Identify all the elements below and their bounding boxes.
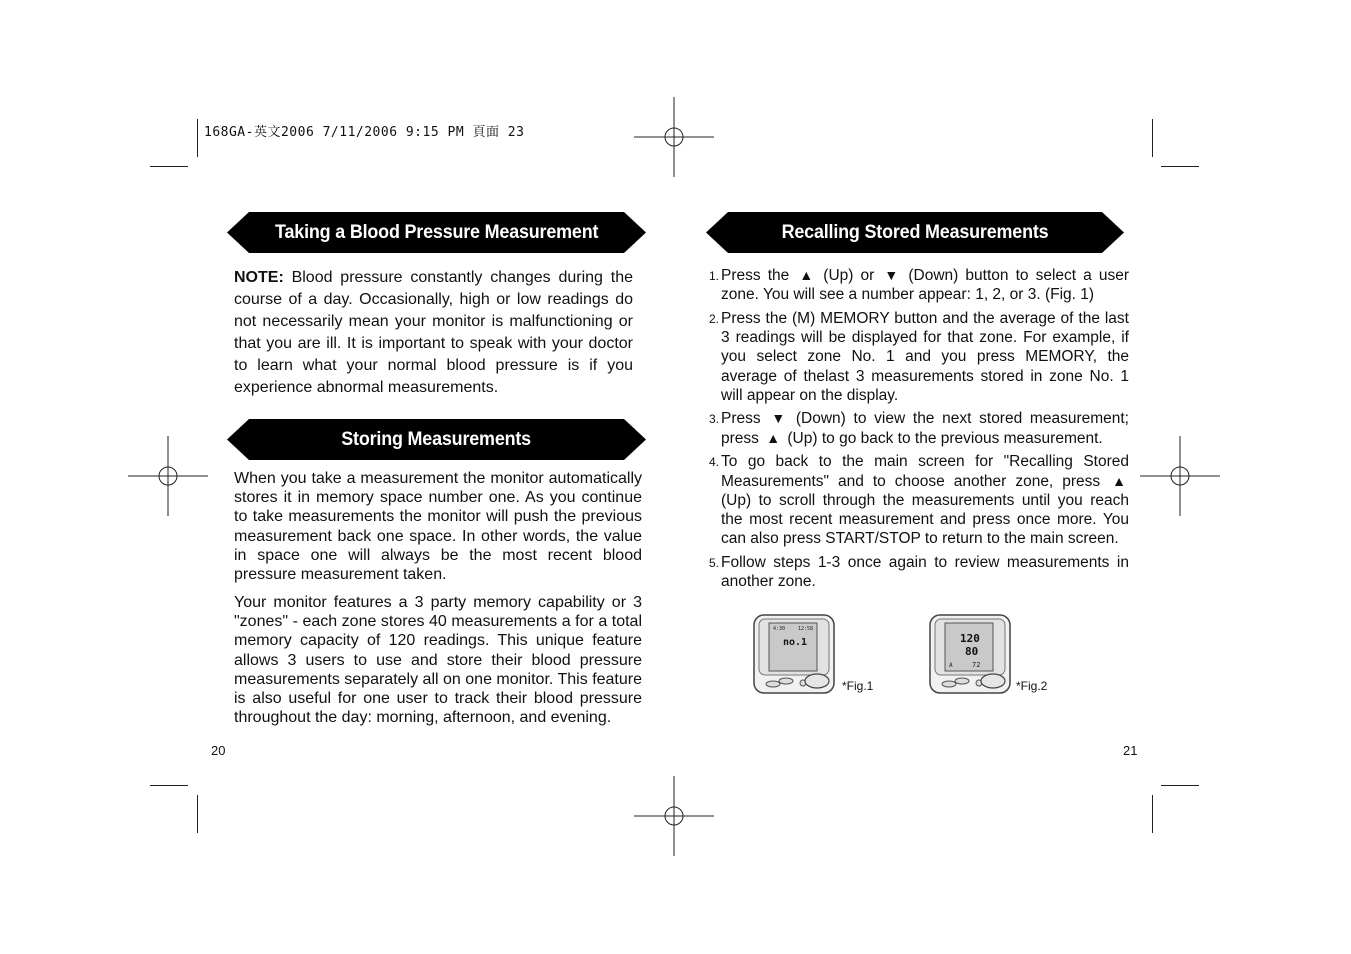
monitor-fig1-image — [753, 614, 835, 694]
crop-mark — [150, 785, 188, 786]
svg-text:A: A — [949, 662, 953, 669]
up-arrow-icon: ▲ — [766, 429, 781, 446]
svg-text:120: 120 — [960, 632, 980, 645]
up-arrow-icon: ▲ — [1112, 472, 1126, 489]
step-number: 1. — [709, 269, 720, 283]
page-number-left: 20 — [211, 743, 226, 758]
section-heading-storing — [227, 419, 646, 460]
crop-mark — [197, 795, 198, 833]
page-number-right: 21 — [1123, 743, 1138, 758]
figure-caption: *Fig.1 — [842, 679, 874, 693]
down-arrow-icon: ▼ — [771, 410, 786, 427]
section-heading-recalling — [706, 212, 1124, 253]
note-text: Blood pressure constantly changes during the course of a day. Occasionally, high or low readings do not necessarily mean your monitor is malfunctioning or that you are ill. It is important to speak with your doctor to learn what your normal blood pressure is if you experience abnormal measurements. — [234, 269, 633, 396]
crop-mark — [197, 119, 198, 157]
list-item: 2. Press the (M) MEMORY button and the average of the last 3 readings will be displayed for that zone. For example, if you select zone No. 1 and you press MEMORY, the average of thelast 3 measurements stored in zone No. 1 will appear on the display. — [709, 309, 1129, 404]
step-number: 2. — [709, 311, 720, 326]
figure-caption: *Fig.2 — [1016, 679, 1048, 693]
section-title: Storing Measurements — [341, 428, 532, 450]
registration-mark-icon — [128, 436, 208, 516]
registration-mark-icon — [1140, 436, 1220, 516]
note-paragraph — [234, 267, 633, 399]
storing-paragraph-2: Your monitor features a 3 party memory capability or 3 "zones" - each zone stores 40 measurements a for a total memory capacity of 120 readings. This unique feature allows 3 users to use and store their blood pressure measurements separately all on one monitor. This feature is also useful for one user to track their blood pressure throughout the day: morning, afternoon, and evening. — [234, 594, 642, 727]
svg-text:4:30: 4:30 — [773, 626, 786, 632]
up-arrow-icon: ▲ — [799, 267, 814, 283]
list-item: 1. Press the ▲ (Up) or ▼ (Down) button to select a user zone. You will see a number appear: 1, 2, or 3. (Fig. 1) — [709, 267, 1130, 304]
svg-text:72: 72 — [972, 661, 981, 669]
svg-text:12:58: 12:58 — [798, 626, 814, 632]
section-heading-taking-measurement — [227, 212, 646, 253]
list-item: 4. To go back to the main screen for "Recalling Stored Measurements" and to choose another zone, press ▲ (Up) to scroll through the measurements until you reach the most recent measurement and press once more. You can also press START/STOP to return to the main screen. — [709, 453, 1129, 548]
registration-mark-icon — [634, 97, 714, 177]
storing-paragraph-1: When you take a measurement the monitor automatically stores it in memory space number one. As you continue to take measurements the monitor will push the previous measurement back one space. In other words, the value in space one will always be the most recent blood pressure measurement taken. — [234, 470, 642, 584]
crop-mark — [1152, 119, 1153, 157]
step-number: 3. — [709, 412, 720, 427]
recall-steps-list — [709, 266, 1129, 596]
section-title: Recalling Stored Measurements — [781, 221, 1049, 243]
list-item: 5. Follow steps 1-3 once again to review measurements in another zone. — [709, 553, 1129, 591]
registration-mark-icon — [634, 776, 714, 856]
print-slug: 168GA-英文2006 7/11/2006 9:15 PM 頁面 23 — [204, 125, 525, 140]
svg-text:80: 80 — [965, 645, 979, 658]
step-number: 5. — [709, 555, 720, 570]
note-label: NOTE: — [234, 269, 284, 286]
section-title: Taking a Blood Pressure Measurement — [274, 221, 599, 243]
crop-mark — [1161, 166, 1199, 167]
step-number: 4. — [709, 455, 720, 470]
list-item: 3. Press ▼ (Down) to view the next stored measurement; press ▲ (Up) to go back to the previous measurement. — [709, 410, 1129, 447]
crop-mark — [150, 166, 188, 167]
svg-text:no.1: no.1 — [783, 637, 808, 648]
down-arrow-icon: ▼ — [884, 267, 899, 283]
crop-mark — [1152, 795, 1153, 833]
monitor-fig2-image — [929, 614, 1011, 694]
crop-mark — [1161, 785, 1199, 786]
